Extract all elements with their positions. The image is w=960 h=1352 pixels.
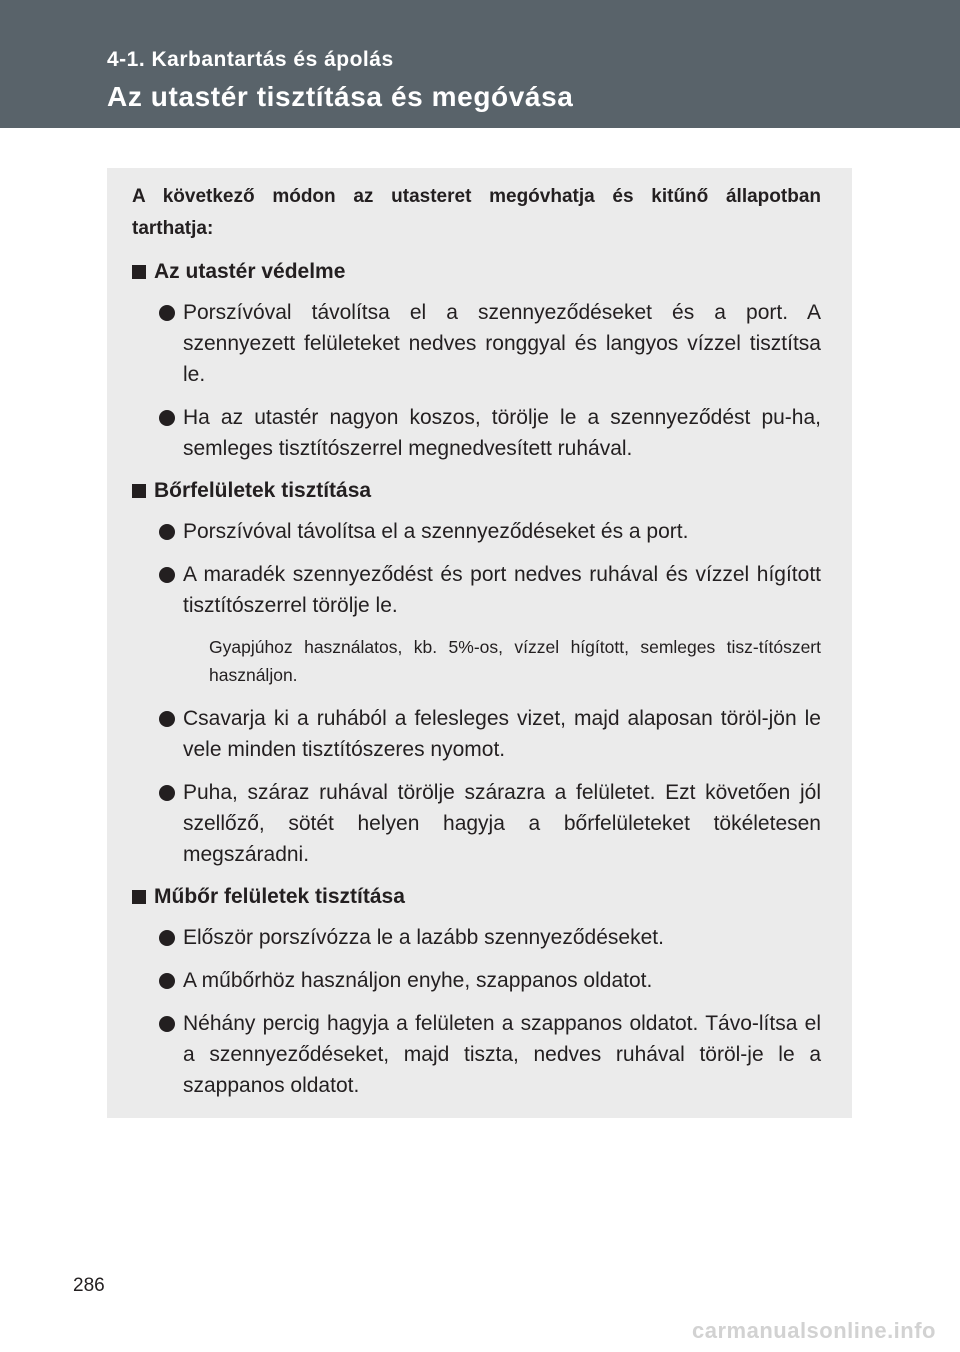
round-bullet-icon xyxy=(159,785,175,801)
list-item xyxy=(132,516,821,547)
list-item xyxy=(132,703,821,765)
subheading-text: Az utastér védelme xyxy=(154,260,346,283)
section-label: 4-1. Karbantartás és ápolás xyxy=(107,48,394,71)
list-item-text: Puha, száraz ruhával törölje szárazra a felületet. Ezt követően jól szellőző, sötét helyen hagyja a bőrfelületeket tökéletesen megszáradni. xyxy=(183,781,821,866)
subheading-protection xyxy=(132,257,821,287)
round-bullet-icon xyxy=(159,930,175,946)
list-item xyxy=(132,297,821,390)
header-bar xyxy=(0,0,960,128)
round-bullet-icon xyxy=(159,567,175,583)
intro-text: A következő módon az utasteret megóvhatja és kitűnő állapotban tarthatja: xyxy=(132,186,821,239)
list-item xyxy=(132,965,821,996)
page-title: Az utastér tisztítása és megóvása xyxy=(107,81,574,112)
content-box xyxy=(107,168,852,1118)
note-text: Gyapjúhoz használatos, kb. 5%-os, vízzel hígított, semleges tisz-títószert használjon. xyxy=(209,637,821,685)
list-item xyxy=(132,777,821,870)
list-item-text: Csavarja ki a ruhából a felesleges vizet, majd alaposan töröl-jön le vele minden tisztítószeres nyomot. xyxy=(183,707,821,761)
subheading-text: Bőrfelületek tisztítása xyxy=(154,479,372,502)
list-item-text: Először porszívózza le a lazább szennyeződéseket. xyxy=(183,926,664,949)
subheading-text: Műbőr felületek tisztítása xyxy=(154,885,405,908)
list-item xyxy=(132,559,821,621)
page-number: 286 xyxy=(73,1275,105,1296)
list-item xyxy=(132,402,821,464)
watermark: carmanualsonline.info xyxy=(692,1318,936,1343)
round-bullet-icon xyxy=(159,1016,175,1032)
round-bullet-icon xyxy=(159,711,175,727)
list-item-text: Néhány percig hagyja a felületen a szappanos oldatot. Távo-lítsa el a szennyeződéseket, majd tiszta, nedves ruhával töröl-je le a szappanos oldatot. xyxy=(183,1012,821,1097)
round-bullet-icon xyxy=(159,973,175,989)
subheading-synthetic-leather xyxy=(132,882,821,912)
list-item-text: Ha az utastér nagyon koszos, törölje le a szennyeződést pu-ha, semleges tisztítószerrel megnedvesített ruhával. xyxy=(183,406,821,460)
square-bullet-icon xyxy=(132,890,146,904)
round-bullet-icon xyxy=(159,410,175,426)
round-bullet-icon xyxy=(159,524,175,540)
list-item-text: A műbőrhöz használjon enyhe, szappanos oldatot. xyxy=(183,969,653,992)
round-bullet-icon xyxy=(159,305,175,321)
subheading-leather xyxy=(132,476,821,506)
list-item xyxy=(132,922,821,953)
square-bullet-icon xyxy=(132,484,146,498)
square-bullet-icon xyxy=(132,265,146,279)
list-item-text: Porszívóval távolítsa el a szennyeződéseket és a port. A szennyezett felületeket nedves ronggyal és langyos vízzel tisztítsa le. xyxy=(183,301,821,386)
list-item-text: A maradék szennyeződést és port nedves ruhával és vízzel hígított tisztítószerrel törölje le. xyxy=(183,563,821,617)
list-item-text: Porszívóval távolítsa el a szennyeződéseket és a port. xyxy=(183,520,689,543)
list-item xyxy=(132,1008,821,1101)
